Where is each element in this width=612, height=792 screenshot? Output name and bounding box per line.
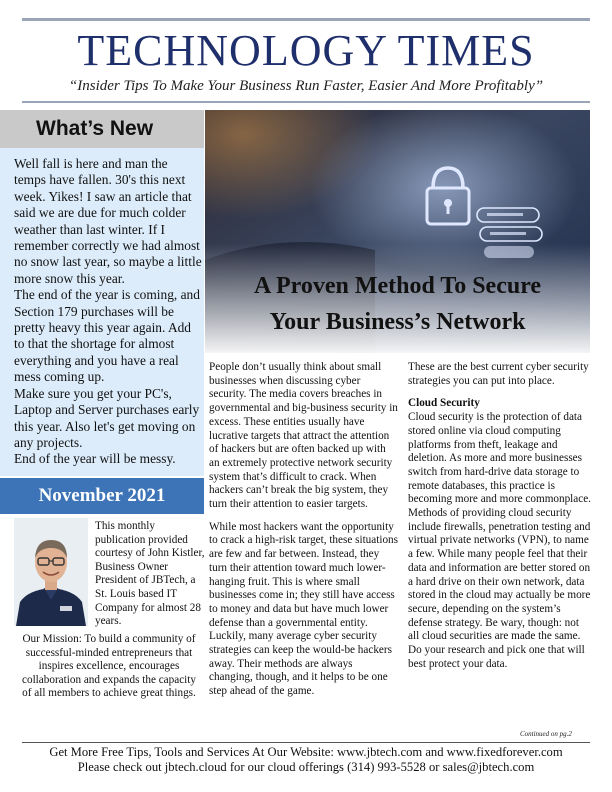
top-rule (22, 18, 590, 21)
author-photo (14, 518, 88, 626)
headline-line: Your Business’s Network (269, 309, 526, 335)
newsletter-tagline: “Insider Tips To Make Your Business Run Faster, Easier And More Profitably” (68, 78, 544, 94)
whats-new-paragraph: Make sure you get your PC's, Laptop and Server purchases early this year. Also let's get moving on any projects. (14, 385, 200, 450)
issue-date-banner: November 2021 (0, 478, 204, 514)
article-column-2 (408, 361, 592, 680)
whats-new-paragraph: End of the year will be messy. (14, 451, 176, 467)
whats-new-paragraph: The end of the year is coming, and Section 179 purchases will be pretty heavy this year again. Add to that the shortage for almost everything and you have a real mess coming up. (14, 287, 200, 385)
publisher-bio: This monthly publication provided courtesy of John Kistler, Business Owner President of JBTech, a St. Louis based IT Company for almost 28 years. (95, 520, 205, 628)
article-paragraph: These are the best current cyber security strategies you can put into place. (408, 361, 589, 387)
whats-new-heading: What’s New (0, 110, 204, 148)
article-column-1 (209, 361, 399, 708)
whats-new-paragraph: Well fall is here and man the temps have fallen. 30's this next week. Yikes! I saw an article that said we are due for much colder weather than last winter. If I remember correctly we had almost no snow last year, so maybe a little more snow this year. (14, 156, 202, 286)
footer-rule (22, 742, 590, 743)
article-paragraph: Cloud security is the protection of data stored online via cloud computing platforms from theft, leakage and deletion. As more and more businesses switch from hard-drive data storage to remote databases, this practice is becoming more and more commonplace. Methods of providing cloud security include firewalls, penetration testing and virtual private networks (VPN), to name a few. While many people feel that their data and information are better stored on a hard drive on their own network, data stored in the cloud may actually be more secure, depending on the system’s defense strategy. Be wary, though: not all cloud securities are made the same. Do your research and pick one that will best protect your data. (408, 411, 591, 670)
whats-new-text (14, 156, 202, 468)
article-headline (205, 268, 590, 340)
continued-note: Continued on pg.2 (520, 730, 572, 738)
mission-statement: Our Mission: To build a community of successful-minded entrepreneurs that inspires excellence, encourages collaboration and expands the capacity of all members to achieve great things. (22, 633, 196, 700)
footer-line: Get More Free Tips, Tools and Services At Our Website: www.jbtech.com and www.fixedforever.com (49, 745, 563, 759)
newsletter-title: TECHNOLOGY TIMES (77, 26, 535, 75)
footer-line: Please check out jbtech.cloud for our cloud offerings (314) 993-5528 or sales@jbtech.com (77, 760, 535, 774)
headline-line: A Proven Method To Secure (253, 273, 542, 299)
footer (0, 745, 612, 775)
section-subheading: Cloud Security (408, 397, 480, 410)
tagline-rule (22, 101, 590, 103)
article-paragraph: People don’t usually think about small businesses when discussing cyber security. The media covers breaches in governmental and big-business security in excess. These entities usually have lucrative targets that attract the attention of hackers but are often backed up with an extremely protective network security system that’s difficult to crack. When hackers can’t break the big system, they turn their attention to easier targets. (209, 361, 398, 511)
article-paragraph: While most hackers want the opportunity to crack a high-risk target, these situations are few and far between. Instead, they turn their attention toward much lower-hanging fruit. This is where small businesses come in; they still have access to money and data but have much lower defense than a governmental entity. Luckily, many average cyber security strategies can keep the would-be hackers away. Their methods are always changing, though, and it helps to be one step ahead of the game. (209, 520, 398, 698)
